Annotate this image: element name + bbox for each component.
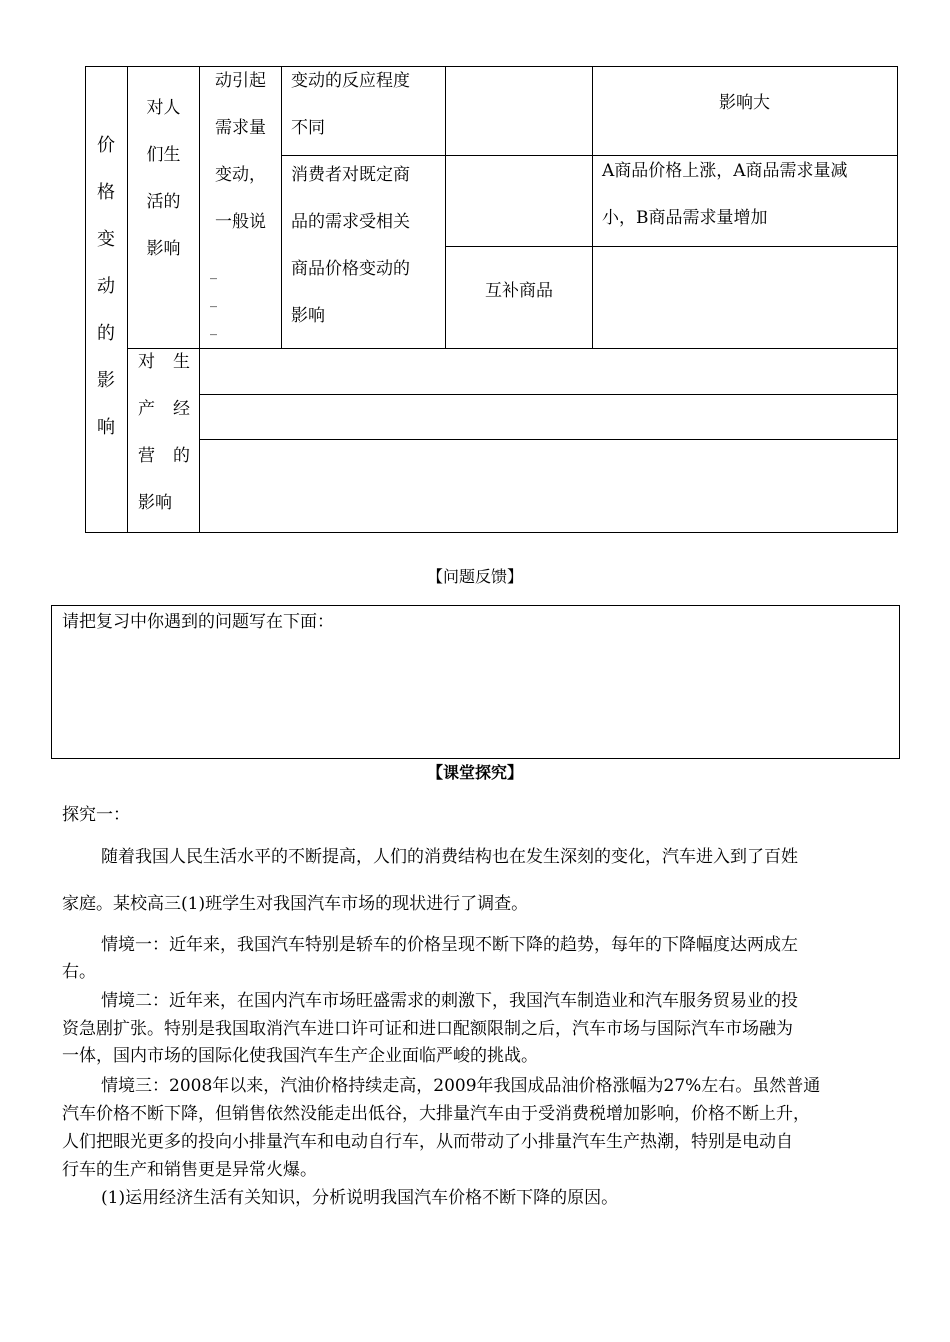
scenario-1-line-1: 情境一：近年来，我国汽车特别是轿车的价格呈现不断下降的趋势，每年的下降幅度达两成左 [101, 935, 798, 955]
intro-line-2: 家庭。某校高三(1)班学生对我国汽车市场的现状进行了调查。 [62, 894, 529, 914]
main-label-char: 价 [97, 135, 115, 156]
scenario-2-line-3: 一体，国内市场的国际化使我国汽车生产企业面临严峻的挑战。 [62, 1046, 538, 1066]
substitute-effect-cell: A商品价格上涨，A商品需求量减 小，B商品需求量增加 [602, 161, 848, 228]
table-hline-3 [127, 348, 897, 349]
reaction-degree-text: 变动的反应程度 不同 [291, 71, 410, 138]
feedback-box[interactable] [51, 605, 900, 759]
scenario-3-line-3: 人们把眼光更多的投向小排量汽车和电动自行车，从而带动了小排量汽车生产热潮，特别是电动自 [62, 1132, 793, 1152]
main-label-char: 响 [97, 417, 115, 438]
main-label-char: 影 [97, 370, 115, 391]
demand-blank-lines: _ _ _ [210, 264, 217, 336]
scenario-2-line-2: 资急剧扩张。特别是我国取消汽车进口许可证和进口配额限制之后，汽车市场与国际汽车市场融为 [62, 1019, 793, 1039]
demand-change-text: 动引起 需求量 变动， 一般说 [215, 71, 266, 232]
influence-big-cell: 影响大 [719, 93, 770, 113]
scenario-3-line-1: 情境三：2008年以来，汽油价格持续走高，2009年我国成品油价格涨幅为27%左右。虽然普通 [101, 1076, 821, 1096]
inquiry-label: 探究一： [62, 805, 130, 825]
scenario-3-line-2: 汽车价格不断下降，但销售依然没能走出低谷，大排量汽车由于受消费税增加影响，价格不断上升， [62, 1104, 810, 1124]
table-vline-4 [445, 66, 446, 349]
scenario-1-line-2: 右。 [62, 962, 96, 982]
intro-line-1: 随着我国人民生活水平的不断提高，人们的消费结构也在发生深刻的变化，汽车进入到了百姓 [101, 847, 798, 867]
main-label-char: 变 [97, 229, 115, 250]
question-1: (1)运用经济生活有关知识，分析说明我国汽车价格不断下降的原因。 [101, 1188, 619, 1208]
scenario-3-line-4: 行车的生产和销售更是异常火爆。 [62, 1160, 317, 1180]
table-hline-2 [445, 246, 897, 247]
production-effect-label: 对 生 产 经 营 的 影响 [138, 352, 190, 513]
main-label-char: 格 [97, 182, 115, 203]
price-effect-table [85, 66, 898, 533]
table-vline-3 [281, 66, 282, 349]
price-change-effect-label [85, 122, 127, 451]
complement-goods-label: 互补商品 [485, 281, 553, 301]
inquiry-heading: 【课堂探究】 [426, 763, 523, 782]
main-label-char: 的 [97, 323, 115, 344]
table-hline-4 [199, 394, 897, 395]
feedback-prompt: 请把复习中你遇到的问题写在下面： [62, 612, 334, 632]
feedback-heading: 【问题反馈】 [426, 567, 523, 586]
life-effect-label: 对人 们生 活的 影响 [146, 98, 181, 259]
table-hline-5 [199, 439, 897, 440]
main-label-char: 动 [97, 276, 115, 297]
related-goods-text: 消费者对既定商 品的需求受相关 商品价格变动的 影响 [291, 165, 410, 326]
scenario-2-line-1: 情境二：近年来，在国内汽车市场旺盛需求的刺激下，我国汽车制造业和汽车服务贸易业的投 [101, 991, 798, 1011]
